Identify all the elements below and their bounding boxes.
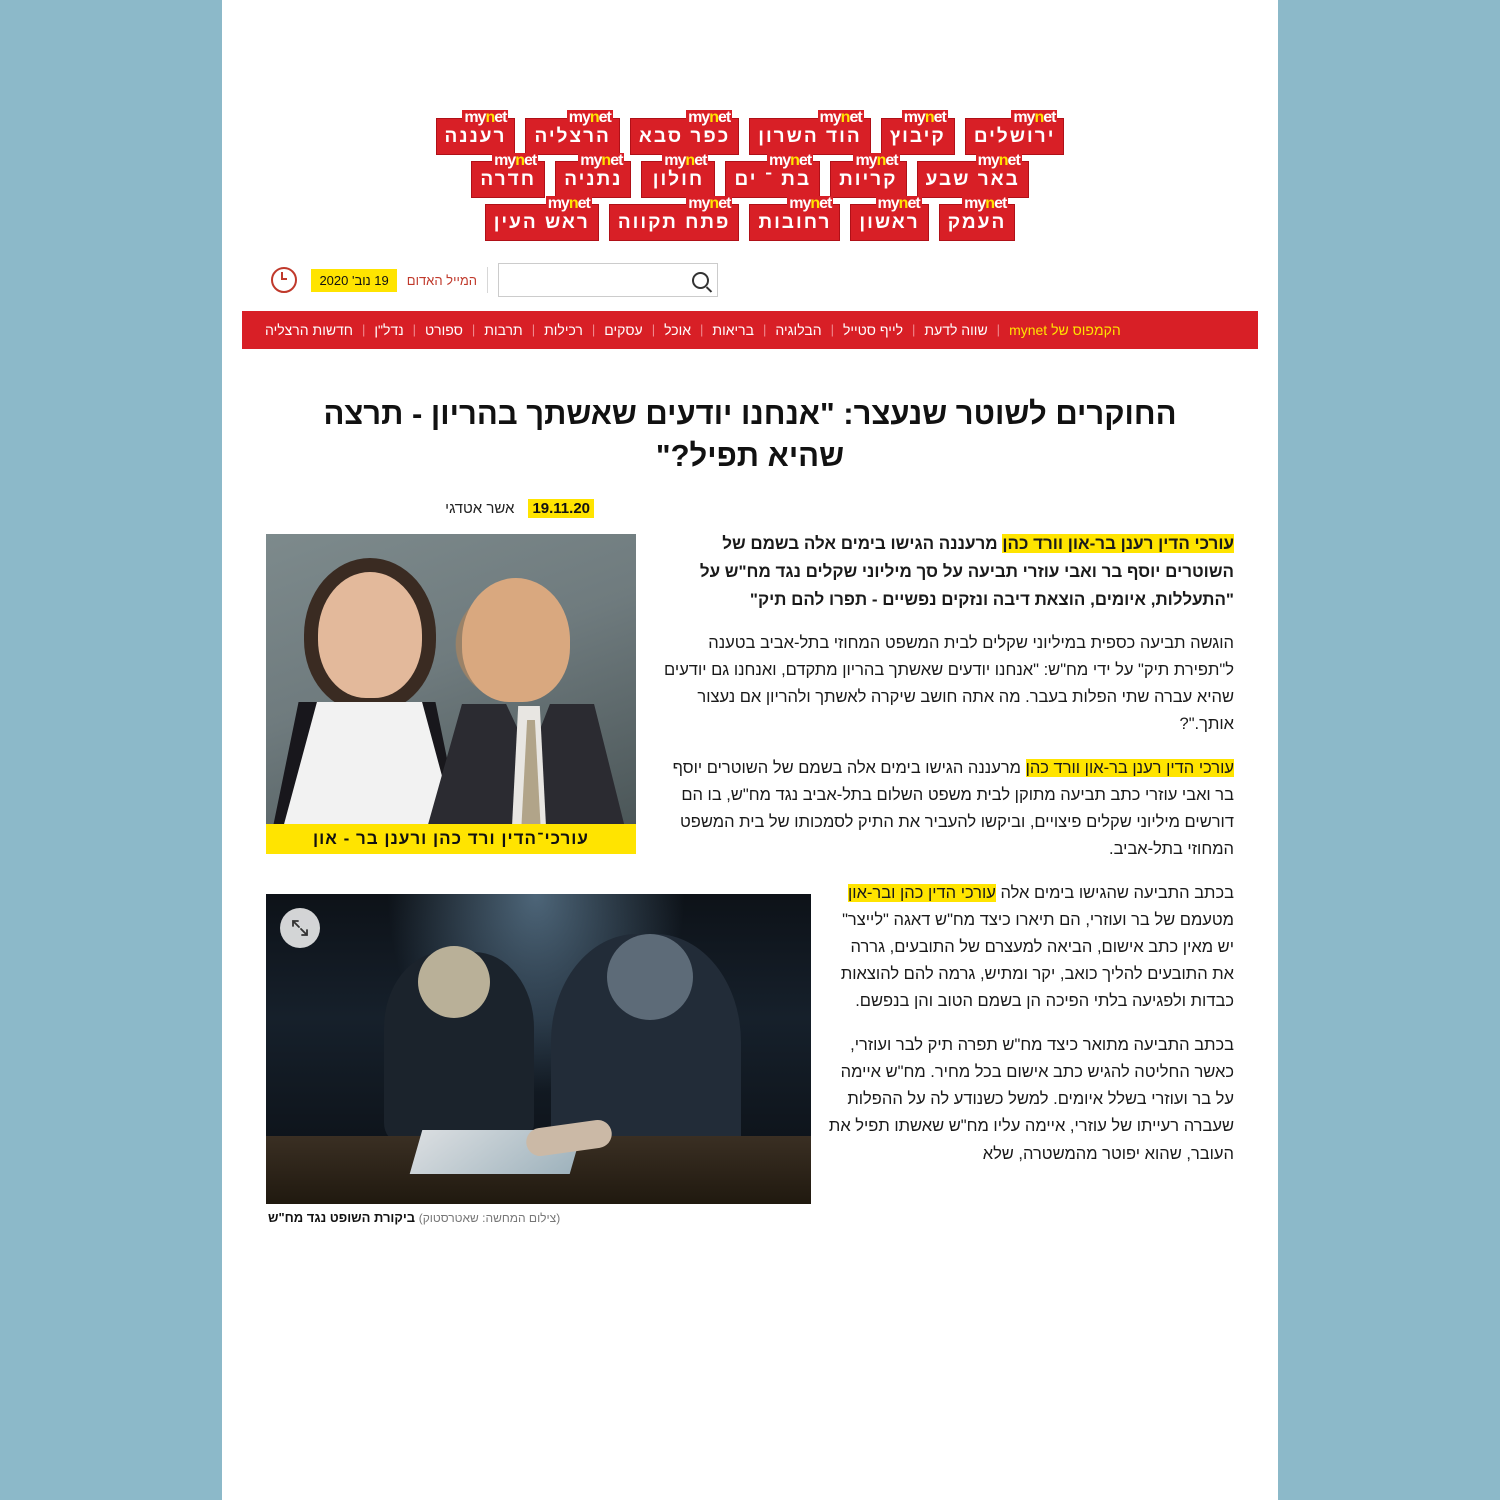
paragraph-1: הוגשה תביעה כספית במיליוני שקלים לבית המשפט המחוזי בתל-אביב בטענה ל"תפירת תיק" על ידי מח"ש: "אנחנו יודעים שאשתך בהריון מתקדם, ואנחנו גם יודעים שהיא עברה שתי הפלות בעבר. מה אתה חושב שיקרה לאשתך ולהריון אם נעצור אותך."? [664, 633, 1234, 734]
logo-city-label: העמק [947, 212, 1007, 233]
mynet-wordmark: mynet [789, 195, 832, 212]
article-page [222, 0, 1278, 1500]
mynet-wordmark: mynet [1013, 109, 1056, 126]
red-mail-link[interactable]: המייל האדום [406, 272, 477, 288]
mynet-city-logo-grid [222, 0, 1278, 241]
nav-separator: | [830, 322, 834, 337]
nav-item-lifestyle[interactable]: לייף סטייל [842, 322, 904, 338]
nav-item-health[interactable]: בריאות [712, 322, 755, 338]
logo-rishon[interactable] [850, 195, 928, 241]
mynet-wordmark: mynet [580, 152, 623, 169]
byline [266, 499, 1234, 518]
mynet-wordmark: mynet [688, 109, 731, 126]
clock-icon [271, 267, 297, 293]
nav-item-worth-knowing[interactable]: שווה לדעת [924, 322, 988, 338]
photo-credit: (צילום המחשה: שאטרסטוק) [418, 1210, 561, 1225]
mynet-wordmark: mynet [855, 152, 898, 169]
paragraph-4: בכתב התביעה מתואר כיצד מח"ש תפרה תיק לבר ועוזרי, כאשר החליטה להגיש כתב אישום בכל מחיר. מח"ש איימה על בר ועוזרי בשלל איומים. למשל כשנודע לה על ההפלות שעברה רעייתו של עוזרי, איימה עליו מח"ש שאשתו תפיל את העובר, שהוא יפוטר מהמשטרה, שלא [828, 1035, 1234, 1163]
nav-item-business[interactable]: עסקים [604, 322, 643, 338]
nav-separator: | [996, 322, 1001, 337]
page-title: החוקרים לשוטר שנעצר: "אנחנו יודעים שאשתך בהריון - תרצה שהיא תפיל?" [323, 396, 1177, 473]
mynet-wordmark: mynet [877, 195, 920, 212]
expand-image-button[interactable] [280, 908, 320, 948]
logo-bat-yam[interactable] [725, 152, 820, 198]
mynet-wordmark: mynet [664, 152, 707, 169]
search-icon [692, 272, 709, 289]
lawyers-photo-caption: עורכי־הדין ורד כהן ורענן בר - און [266, 824, 636, 854]
lawyers-photo[interactable] [266, 534, 636, 824]
nav-item-campus[interactable] [1000, 311, 1130, 349]
nav-item-gossip[interactable]: רכילות [544, 322, 583, 338]
nav-item-realestate[interactable]: נדל"ן [374, 322, 404, 338]
logo-city-label: רחובות [758, 212, 832, 233]
logo-row-3 [485, 195, 1016, 241]
figure-interrogation [266, 894, 811, 1225]
logo-kfar-saba[interactable] [630, 109, 739, 155]
nav-campus-prefix: הקמפוס של [1047, 322, 1121, 338]
nav-separator: | [651, 322, 656, 337]
nav-separator: | [471, 322, 476, 337]
logo-kryot[interactable] [830, 152, 906, 198]
current-date: 19 נוב' 2020 [311, 269, 396, 292]
logo-city-label: חולון [652, 169, 705, 190]
logo-city-label: ראש העין [493, 212, 590, 233]
mynet-wordmark: mynet [903, 109, 946, 126]
logo-rehovot[interactable] [749, 195, 840, 241]
nav-item-herzliya-news[interactable]: חדשות הרצליה [265, 322, 354, 338]
mynet-wordmark: mynet [964, 195, 1007, 212]
mynet-wordmark: mynet [819, 109, 862, 126]
article-content [266, 530, 1234, 1235]
logo-jerusalem[interactable] [965, 109, 1065, 155]
paragraph-2-rest: מרעננה הגישו בימים אלה בשמם של השוטרים יוסף בר ואבי עוזרי כתב תביעה מתוקן לבית משפט השלום בתל-אביב נגד מח"ש, בו הם דורשים מיליוני שקלים פיצויים, וביקשו להעביר את התיק לסמכותו של בית המשפט המחוזי בתל-אביב. [672, 758, 1234, 859]
logo-rosh-haayin[interactable] [485, 195, 599, 241]
logo-raanana[interactable] [436, 109, 516, 155]
nav-separator: | [700, 322, 704, 337]
logo-hod-hasharon[interactable] [749, 109, 870, 155]
nav-separator: | [412, 322, 417, 337]
logo-row-1 [436, 109, 1065, 155]
logo-netanya[interactable] [555, 152, 631, 198]
mynet-wordmark: mynet [494, 152, 537, 169]
logo-city-label: קיבוץ [889, 126, 946, 147]
interrogation-photo[interactable] [266, 894, 811, 1204]
logo-haemek[interactable] [939, 195, 1016, 241]
logo-hadera[interactable] [471, 152, 545, 198]
article-body [222, 349, 1278, 1235]
logo-kibbutz[interactable] [881, 109, 955, 155]
person-left-head [318, 572, 422, 698]
nav-separator: | [362, 322, 366, 337]
logo-city-label: נתניה [564, 169, 623, 190]
person-right-head [462, 578, 570, 702]
author-name: אשר אטדגי [445, 499, 515, 517]
publish-date: 19.11.20 [528, 499, 594, 518]
figure-lawyers [266, 534, 636, 854]
logo-city-label: הוד השרון [758, 126, 862, 147]
mynet-wordmark: mynet [568, 109, 611, 126]
logo-city-label: הרצליה [534, 126, 611, 147]
expand-arrows-icon [290, 918, 310, 938]
logo-city-label: בת ־ ים [734, 169, 812, 190]
nav-item-blogs[interactable]: הבלוגיה [775, 322, 822, 338]
nav-item-sport[interactable]: ספורט [425, 322, 463, 338]
logo-herzliya[interactable] [525, 109, 619, 155]
utility-bar [262, 263, 1238, 297]
nav-separator: | [912, 322, 916, 337]
logo-city-label: קריות [839, 169, 898, 190]
paragraph-3-prefix: בכתב התביעה שהגישו בימים אלה [995, 883, 1234, 902]
logo-city-label: ראשון [859, 212, 920, 233]
suspect-head [418, 946, 490, 1018]
nav-item-culture[interactable]: תרבות [484, 322, 523, 338]
paragraph-2-highlight: עורכי הדין רענן בר-און וורד כהן [1025, 758, 1234, 777]
logo-petah-tikva[interactable] [609, 195, 740, 241]
divider [487, 267, 488, 293]
logo-row-2 [471, 152, 1029, 198]
mynet-wordmark: mynet [464, 109, 507, 126]
nav-campus-brand: mynet [1009, 322, 1048, 338]
nav-separator: | [591, 322, 596, 337]
logo-city-label: רעננה [444, 126, 507, 147]
lead-rest: מרעננה הגישו בימים אלה בשמם של השוטרים יוסף בר ואבי עוזרי תביעה על סך מיליוני שקלים נגד מח"ש על "התעללות, איומים, הוצאת דיבה ונזקים נפשיים - תפרו להם תיק" [699, 533, 1234, 609]
lead-highlight: עורכי הדין רענן בר-און וורד כהן [1002, 533, 1234, 553]
logo-city-label: באר שבע [925, 169, 1020, 190]
nav-separator: | [763, 322, 767, 337]
investigator-head [607, 934, 693, 1020]
mynet-wordmark: mynet [768, 152, 812, 169]
logo-beer-sheva[interactable] [917, 152, 1029, 198]
photo-caption-text: ביקורת השופט נגד מח"ש [268, 1209, 416, 1225]
logo-city-label: פתח תקווה [617, 212, 731, 233]
paragraph-3-highlight: עורכי הדין כהן ובר-און [848, 883, 996, 902]
mynet-wordmark: mynet [688, 195, 731, 212]
logo-holon[interactable] [641, 152, 715, 198]
nav-item-food[interactable]: אוכל [664, 322, 692, 338]
mynet-wordmark: mynet [977, 152, 1020, 169]
logo-city-label: כפר סבא [638, 126, 731, 147]
search-box[interactable] [498, 263, 718, 297]
paragraph-3-rest: מטעמם של בר ועוזרי, הם תיארו כיצד מח"ש דאגה "לייצר" יש מאין כתב אישום, הביאה למעצרם של התובעים, גררה את התובעים להליך כואב, יקר ומתיש, גרמה להם להוצאות כבדות ולפגיעה בלתי הפיכה הן בשמם הטוב והן בנפשם. [840, 910, 1234, 1011]
mynet-wordmark: mynet [547, 195, 590, 212]
main-navigation [242, 311, 1258, 349]
nav-separator: | [531, 322, 536, 337]
logo-city-label: ירושלים [973, 126, 1056, 147]
search-input[interactable] [507, 272, 692, 289]
logo-city-label: חדרה [480, 169, 537, 190]
interrogation-photo-caption [266, 1204, 811, 1225]
